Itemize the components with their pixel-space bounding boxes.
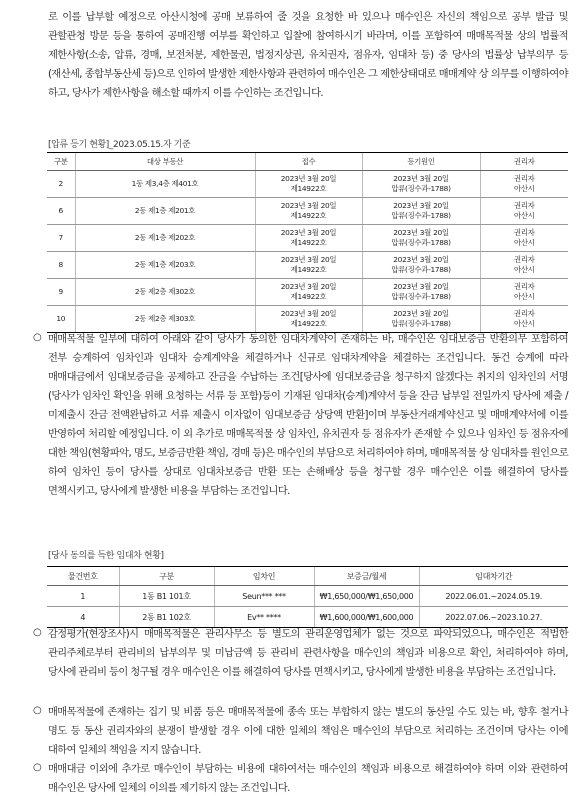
bullet-marker: ○: [33, 332, 42, 343]
cell-line: 7: [58, 233, 63, 242]
table-cell: [75, 225, 255, 252]
table-row: [47, 279, 568, 306]
fixtures-paragraph: 매매목적물에 존재하는 집기 및 비품 등은 매매목적물에 종속 또는 부합하지 않는 별도의 동산일 수도 있는 바, 향후 철거나 명도 등 동산 권리자와의 분쟁이 발생할 경우 이에 대한 일체의 책임은 매수인의 부담으로 처리하는 조건이며 당사는 이에 대하여 일체의 책임을 지지 않습니다.: [48, 707, 568, 756]
table-cell: [255, 171, 362, 198]
lease-status-table: [47, 566, 568, 628]
table-cell: [480, 171, 568, 198]
cell-line: 아산시: [513, 184, 535, 193]
table-cell: Seun*** ***: [214, 586, 314, 607]
table-cell: [362, 252, 480, 279]
header-cell: 권리자: [480, 153, 568, 171]
table-cell: [47, 198, 75, 225]
table-cell: 2022.07.06.~2023.10.27.: [419, 607, 568, 628]
table-cell: [47, 306, 75, 333]
cell-line: 압류(징수과-1788): [391, 265, 451, 274]
cell-line: 2동 제1층 제203호: [134, 260, 196, 269]
header-cell: 접수: [255, 153, 362, 171]
bullet-marker: ○: [33, 705, 42, 716]
table-cell: [480, 306, 568, 333]
cell-line: 2동 제1층 제202호: [134, 233, 196, 242]
additional-costs-paragraph: 매매대금 이외에 추가로 매수인이 부담하는 비용에 대하여서는 매수인의 책임과 비용으로 해결하여야 하며 이와 관련하여 매수인은 당사에 일체의 이의를 제기하지 않는 조건입니다.: [48, 764, 568, 794]
cell-line: 8: [58, 260, 63, 269]
cell-line: 제14922호: [290, 319, 327, 328]
bullet-marker: ○: [33, 627, 42, 638]
table-cell: [255, 225, 362, 252]
table-row: [47, 306, 568, 333]
table-row: [47, 171, 568, 198]
table-cell: [47, 225, 75, 252]
cell-line: 10: [56, 314, 66, 323]
table-cell: ₩1,600,000/₩1,600,000: [314, 607, 419, 628]
cell-line: 2023년 3월 20일: [280, 255, 337, 264]
header-cell: 대상 부동산: [75, 153, 255, 171]
cell-line: 2023년 3월 20일: [280, 174, 337, 183]
table-cell: [362, 279, 480, 306]
cell-line: 2023년 3월 20일: [393, 201, 449, 210]
cell-line: 2023년 3월 20일: [393, 174, 449, 183]
cell-line: 압류(징수과-1788): [391, 292, 451, 301]
table-cell: [47, 171, 75, 198]
cell-line: 아산시: [513, 211, 535, 220]
cell-line: 제14922호: [290, 265, 327, 274]
table-cell: [255, 279, 362, 306]
management-fee-paragraph: 감정평가(현장조사)시 매매목적물은 관리사무소 등 별도의 관리운영업체가 없는 것으로 파악되었으나, 매수인은 적법한 관리주체로부터 관리비의 납부의무 및 미납금액 등 관리비 관련사항을 매수인의 책임과 비용으로 확인, 처리하여야 하며, 당사에 관리비 등이 청구될 경우 매수인은 이를 해결하여 당사를 면책시키고, 당사에게 발생한 비용을 부담하는 조건입니다.: [48, 629, 568, 678]
table-header-row: [47, 153, 568, 171]
table-cell: [75, 279, 255, 306]
cell-line: 2동 제2층 제303호: [134, 314, 196, 323]
cell-line: 제14922호: [290, 211, 327, 220]
bullet-marker: ○: [33, 762, 42, 773]
cell-line: 2023년 3월 20일: [280, 201, 337, 210]
cell-line: 2동 제1층 제201호: [134, 206, 196, 215]
cell-line: 권리자: [513, 282, 535, 291]
table-cell: [47, 279, 75, 306]
cell-line: 제14922호: [290, 292, 327, 301]
table-cell: [47, 252, 75, 279]
table-cell: [480, 252, 568, 279]
cell-line: 2동 제2층 제302호: [134, 287, 196, 296]
cell-line: 아산시: [513, 319, 535, 328]
cell-line: 2023년 3월 20일: [393, 282, 449, 291]
table-row: [47, 586, 568, 607]
header-cell: 구분: [119, 567, 214, 586]
table-cell: [480, 198, 568, 225]
cell-line: 권리자: [513, 174, 535, 183]
cell-line: 권리자: [513, 255, 535, 264]
cell-line: 2: [58, 179, 63, 188]
cell-line: 2023년 3월 20일: [393, 255, 449, 264]
header-cell: 임대차기간: [419, 567, 568, 586]
cell-line: 아산시: [513, 265, 535, 274]
header-cell: 보증금/월세: [314, 567, 419, 586]
table-cell: [362, 171, 480, 198]
cell-line: 2023년 3월 20일: [393, 228, 449, 237]
lease-table-caption: [당사 동의를 득한 임대차 현황]: [48, 551, 164, 561]
lease-paragraph: 매매목적물 일부에 대하여 아래와 같이 당사가 동의한 임대차계약이 존재하는 바, 매수인은 임대보증금 반환의무 포함하여 전부 승계하여 임차인과 임대차 승계계약을 체결하거나 신규로 임대차계약을 체결하는 조건입니다. 동건 승계에 따라 매매대금에서 임대보증금을 공제하고 잔금을 수납하는 조건[당사에 임대보증금을 청구하지 않겠다는 취지의 임차인의 서명(당사가 임차인 확인을 위해 요청하는 서류 등 포함)등이 기재된 임대차(승계)계약서 등을 잔금 납부일 전일까지 당사에 제출 / 미제출시 잔금 전액완납하고 서류 제출시 이자없이 임대보증금 상당액 반환]이며 부동산거래계약신고 및 매매계약서에 이를 반영하여 처리할 예정입니다. 이 외 추가로 매매목적물 상 임차인, 유치권자 등 점유자가 존재할 수 있으나 임차인 등 점유자에 대한 책임(현황파악, 명도, 보증금반환 책임, 경매 등)은 매수인의 부담으로 처리하여야 하며, 매매목적물 상 임대차를 원인으로 하여 임차인 등이 당사를 상대로 임대차보증금 반환 또는 손해배상 등을 청구할 경우 매수인은 이를 해결하여 당사를 면책시키고, 당사에게 발생한 비용을 부담하는 조건입니다.: [48, 334, 568, 497]
table-cell: [255, 198, 362, 225]
table-cell: 2022.06.01.~2024.05.19.: [419, 586, 568, 607]
header-cell: 임차인: [214, 567, 314, 586]
table-row: [47, 198, 568, 225]
cell-line: 2023년 3월 20일: [280, 228, 337, 237]
intro-paragraph: 로 이를 납부할 예정으로 아산시청에 공매 보류하여 줄 것을 요청한 바 있으나 매수인은 자신의 책임으로 공부 발급 및 관할관청 방문 등을 통하여 공매진행 여부를 확인하고 입찰에 참여하시기 바라며, 이를 포함하여 매매목적물 상의 법률적 제한사항(소송, 압류, 경매, 보전처분, 제한물권, 법정지상권, 유치권자, 점유자, 임대차 등) 중 당사의 법률상 납부의무 등(재산세, 종합부동산세 등)으로 인하여 발생한 제한사항과 관련하여 매수인은 그 제한상태대로 매매계약 상 의무를 이행하여야 하고, 당사가 제한사항을 해소할 때까지 이를 수인하는 조건입니다.: [48, 12, 568, 99]
table-cell: [75, 171, 255, 198]
table-cell: [255, 252, 362, 279]
cell-line: 2023년 3월 20일: [280, 282, 337, 291]
table-row: [47, 252, 568, 279]
cell-line: 아산시: [513, 292, 535, 301]
table-cell: [75, 198, 255, 225]
cell-line: 권리자: [513, 309, 535, 318]
cell-line: 아산시: [513, 238, 535, 247]
header-cell: 등기원인: [362, 153, 480, 171]
table-cell: 1: [47, 586, 119, 607]
table-header-row: [47, 567, 568, 586]
header-cell: 물건번호: [47, 567, 119, 586]
table-cell: [362, 225, 480, 252]
table-cell: [75, 252, 255, 279]
seizure-table-caption: [압류 등기 현황]_2023.05.15.자 기준: [48, 140, 191, 150]
cell-line: 제14922호: [290, 238, 327, 247]
seizure-registration-table: [47, 152, 568, 333]
cell-line: 6: [58, 206, 63, 215]
cell-line: 1동 제3,4층 제401호: [131, 179, 199, 188]
cell-line: 2023년 3월 20일: [280, 309, 337, 318]
table-cell: [255, 306, 362, 333]
table-cell: [362, 306, 480, 333]
cell-line: 압류(징수과-1788): [391, 211, 451, 220]
table-cell: 1동 B1 101호: [119, 586, 214, 607]
table-cell: [362, 198, 480, 225]
table-cell: Ev** ****: [214, 607, 314, 628]
header-cell: 구분: [47, 153, 75, 171]
cell-line: 9: [58, 287, 63, 296]
cell-line: 권리자: [513, 201, 535, 210]
table-cell: 4: [47, 607, 119, 628]
table-cell: [480, 225, 568, 252]
cell-line: 2023년 3월 20일: [393, 309, 449, 318]
table-cell: [75, 306, 255, 333]
table-cell: ₩1,650,000/₩1,650,000: [314, 586, 419, 607]
cell-line: 권리자: [513, 228, 535, 237]
table-cell: 2동 B1 102호: [119, 607, 214, 628]
cell-line: 제14922호: [290, 184, 327, 193]
cell-line: 압류(징수과-1788): [391, 184, 451, 193]
cell-line: 압류(징수과-1788): [391, 238, 451, 247]
cell-line: 압류(징수과-1788): [391, 319, 451, 328]
table-row: [47, 225, 568, 252]
table-cell: [480, 279, 568, 306]
